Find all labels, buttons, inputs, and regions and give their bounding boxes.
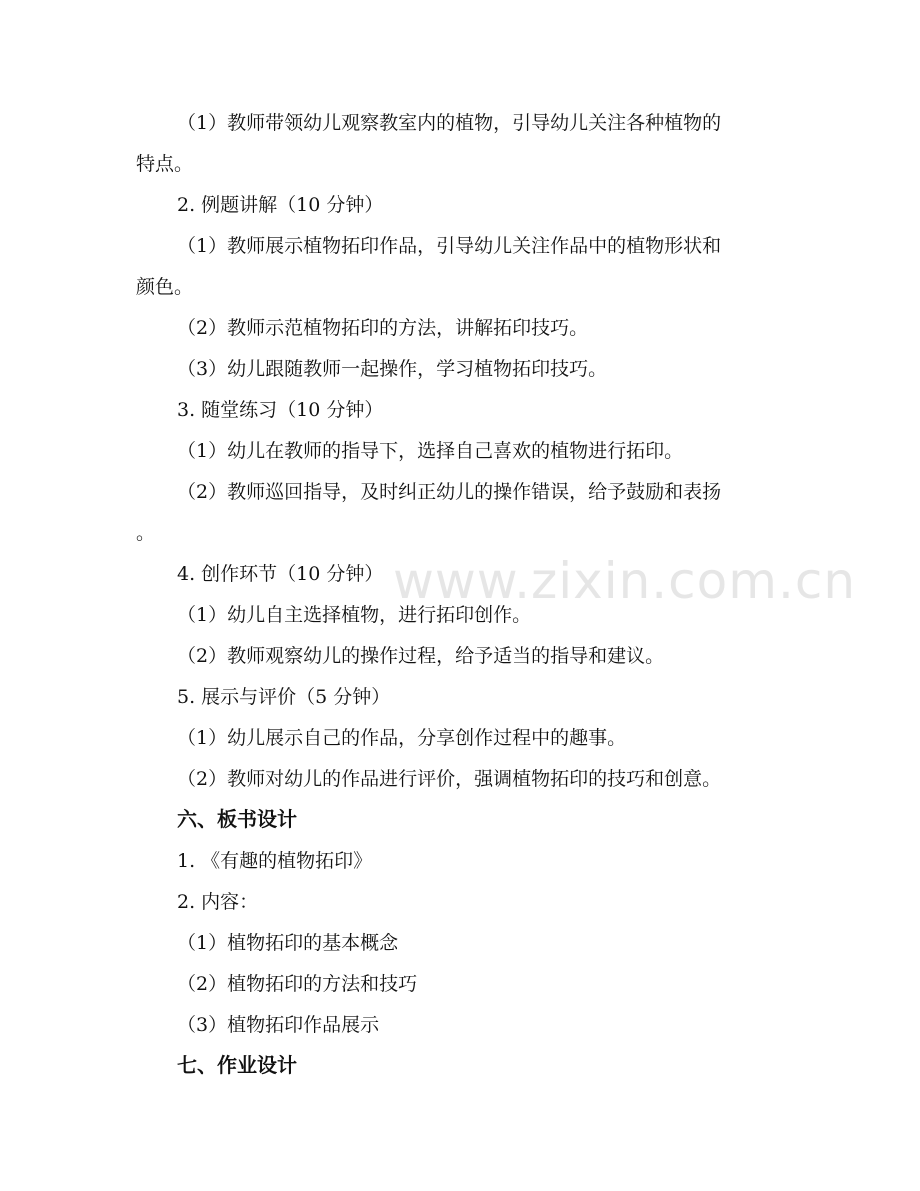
text-line: （1）幼儿展示自己的作品，分享创作过程中的趣事。	[177, 727, 627, 749]
text-line: 2. 例题讲解（10 分钟）	[177, 194, 384, 216]
text-line: 1. 《有趣的植物拓印》	[177, 850, 373, 872]
text-line: 颜色。	[136, 276, 194, 298]
text-line: 4. 创作环节（10 分钟）	[177, 563, 384, 585]
text-line: （1）教师带领幼儿观察教室内的植物，引导幼儿关注各种植物的	[177, 112, 722, 134]
section-heading: 六、板书设计	[177, 807, 297, 831]
text-line: （1）幼儿在教师的指导下，选择自己喜欢的植物进行拓印。	[177, 440, 684, 462]
text-line: 。	[136, 522, 156, 544]
text-line: （1）植物拓印的基本概念	[177, 932, 399, 954]
text-line: （2）教师观察幼儿的操作过程，给予适当的指导和建议。	[177, 645, 665, 667]
text-line: （1）幼儿自主选择植物，进行拓印创作。	[177, 604, 532, 626]
watermark: www.zixin.com.cn	[393, 552, 857, 610]
text-line: （3）植物拓印作品展示	[177, 1014, 380, 1036]
text-line: （2）教师对幼儿的作品进行评价，强调植物拓印的技巧和创意。	[177, 768, 722, 790]
text-line: （3）幼儿跟随教师一起操作，学习植物拓印技巧。	[177, 358, 608, 380]
text-line: （2）教师巡回指导，及时纠正幼儿的操作错误，给予鼓励和表扬	[177, 481, 722, 503]
text-line: 3. 随堂练习（10 分钟）	[177, 399, 384, 421]
text-line: （2）植物拓印的方法和技巧	[177, 973, 418, 995]
section-heading: 七、作业设计	[177, 1053, 297, 1077]
text-line: （2）教师示范植物拓印的方法，讲解拓印技巧。	[177, 317, 589, 339]
text-line: 5. 展示与评价（5 分钟）	[177, 686, 391, 708]
text-line: 特点。	[136, 153, 194, 175]
text-line: 2. 内容：	[177, 891, 259, 913]
text-line: （1）教师展示植物拓印作品，引导幼儿关注作品中的植物形状和	[177, 235, 722, 257]
